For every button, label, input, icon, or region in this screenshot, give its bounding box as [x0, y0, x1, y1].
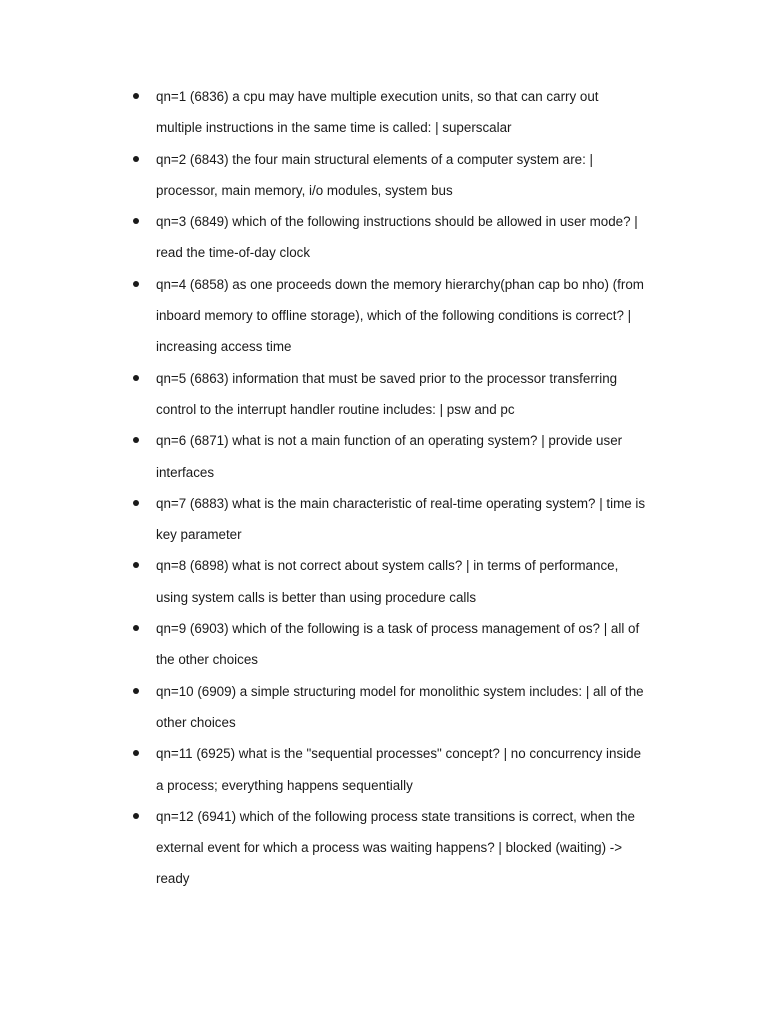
- list-item: [131, 81, 691, 144]
- item-text: qn=4 (6858) as one proceeds down the memory hierarchy(phan cap bo nho) (from inboard memory to offline storage), which of the following conditions is correct? | increasing access time: [156, 276, 644, 355]
- bullet-icon: [133, 625, 139, 631]
- item-text: qn=2 (6843) the four main structural elements of a computer system are: | processor, main memory, i/o modules, system bus: [156, 151, 594, 198]
- item-text: qn=7 (6883) what is the main characteristic of real-time operating system? | time is key parameter: [156, 495, 646, 543]
- item-text: qn=6 (6871) what is not a main function of an operating system? | provide user interfaces: [156, 433, 623, 480]
- list-item: [131, 801, 691, 895]
- item-text: qn=8 (6898) what is not correct about system calls? | in terms of performance, using system calls is better than using procedure calls: [156, 558, 619, 605]
- bullet-icon: [133, 93, 139, 99]
- bullet-icon: [133, 813, 139, 819]
- item-text: qn=3 (6849) which of the following instructions should be allowed in user mode? | read the time-of-day clock: [156, 214, 638, 261]
- item-text: qn=12 (6941) which of the following process state transitions is correct, when the external event for which a process was waiting happens? | blocked (waiting) -> ready: [156, 808, 635, 887]
- item-text: qn=10 (6909) a simple structuring model for monolithic system includes: | all of the other choices: [156, 683, 644, 730]
- list-item: [131, 269, 691, 363]
- list-item: [131, 550, 691, 613]
- bullet-icon: [133, 500, 139, 506]
- bullet-icon: [133, 688, 139, 694]
- bullet-icon: [133, 281, 139, 287]
- list-item: [131, 363, 691, 426]
- list-item: [131, 738, 691, 801]
- bullet-icon: [133, 218, 139, 224]
- bullet-icon: [133, 562, 139, 568]
- bullet-icon: [133, 375, 139, 381]
- bullet-icon: [133, 156, 139, 162]
- question-list: [131, 81, 691, 895]
- item-text: qn=9 (6903) which of the following is a task of process management of os? | all of the other choices: [156, 621, 640, 668]
- bullet-icon: [133, 437, 139, 443]
- list-item: [131, 206, 691, 269]
- item-text: qn=5 (6863) information that must be saved prior to the processor transferring control to the interrupt handler routine includes: | psw and pc: [156, 370, 618, 417]
- item-text: qn=1 (6836) a cpu may have multiple execution units, so that can carry out multiple instructions in the same time is called: | superscalar: [156, 89, 599, 136]
- list-item: [131, 613, 691, 676]
- bullet-icon: [133, 750, 139, 756]
- list-item: [131, 676, 691, 739]
- list-item: [131, 488, 691, 551]
- item-text: qn=11 (6925) what is the "sequential processes" concept? | no concurrency inside a process; everything happens sequentially: [156, 746, 642, 793]
- list-item: [131, 425, 691, 488]
- list-item: [131, 144, 691, 207]
